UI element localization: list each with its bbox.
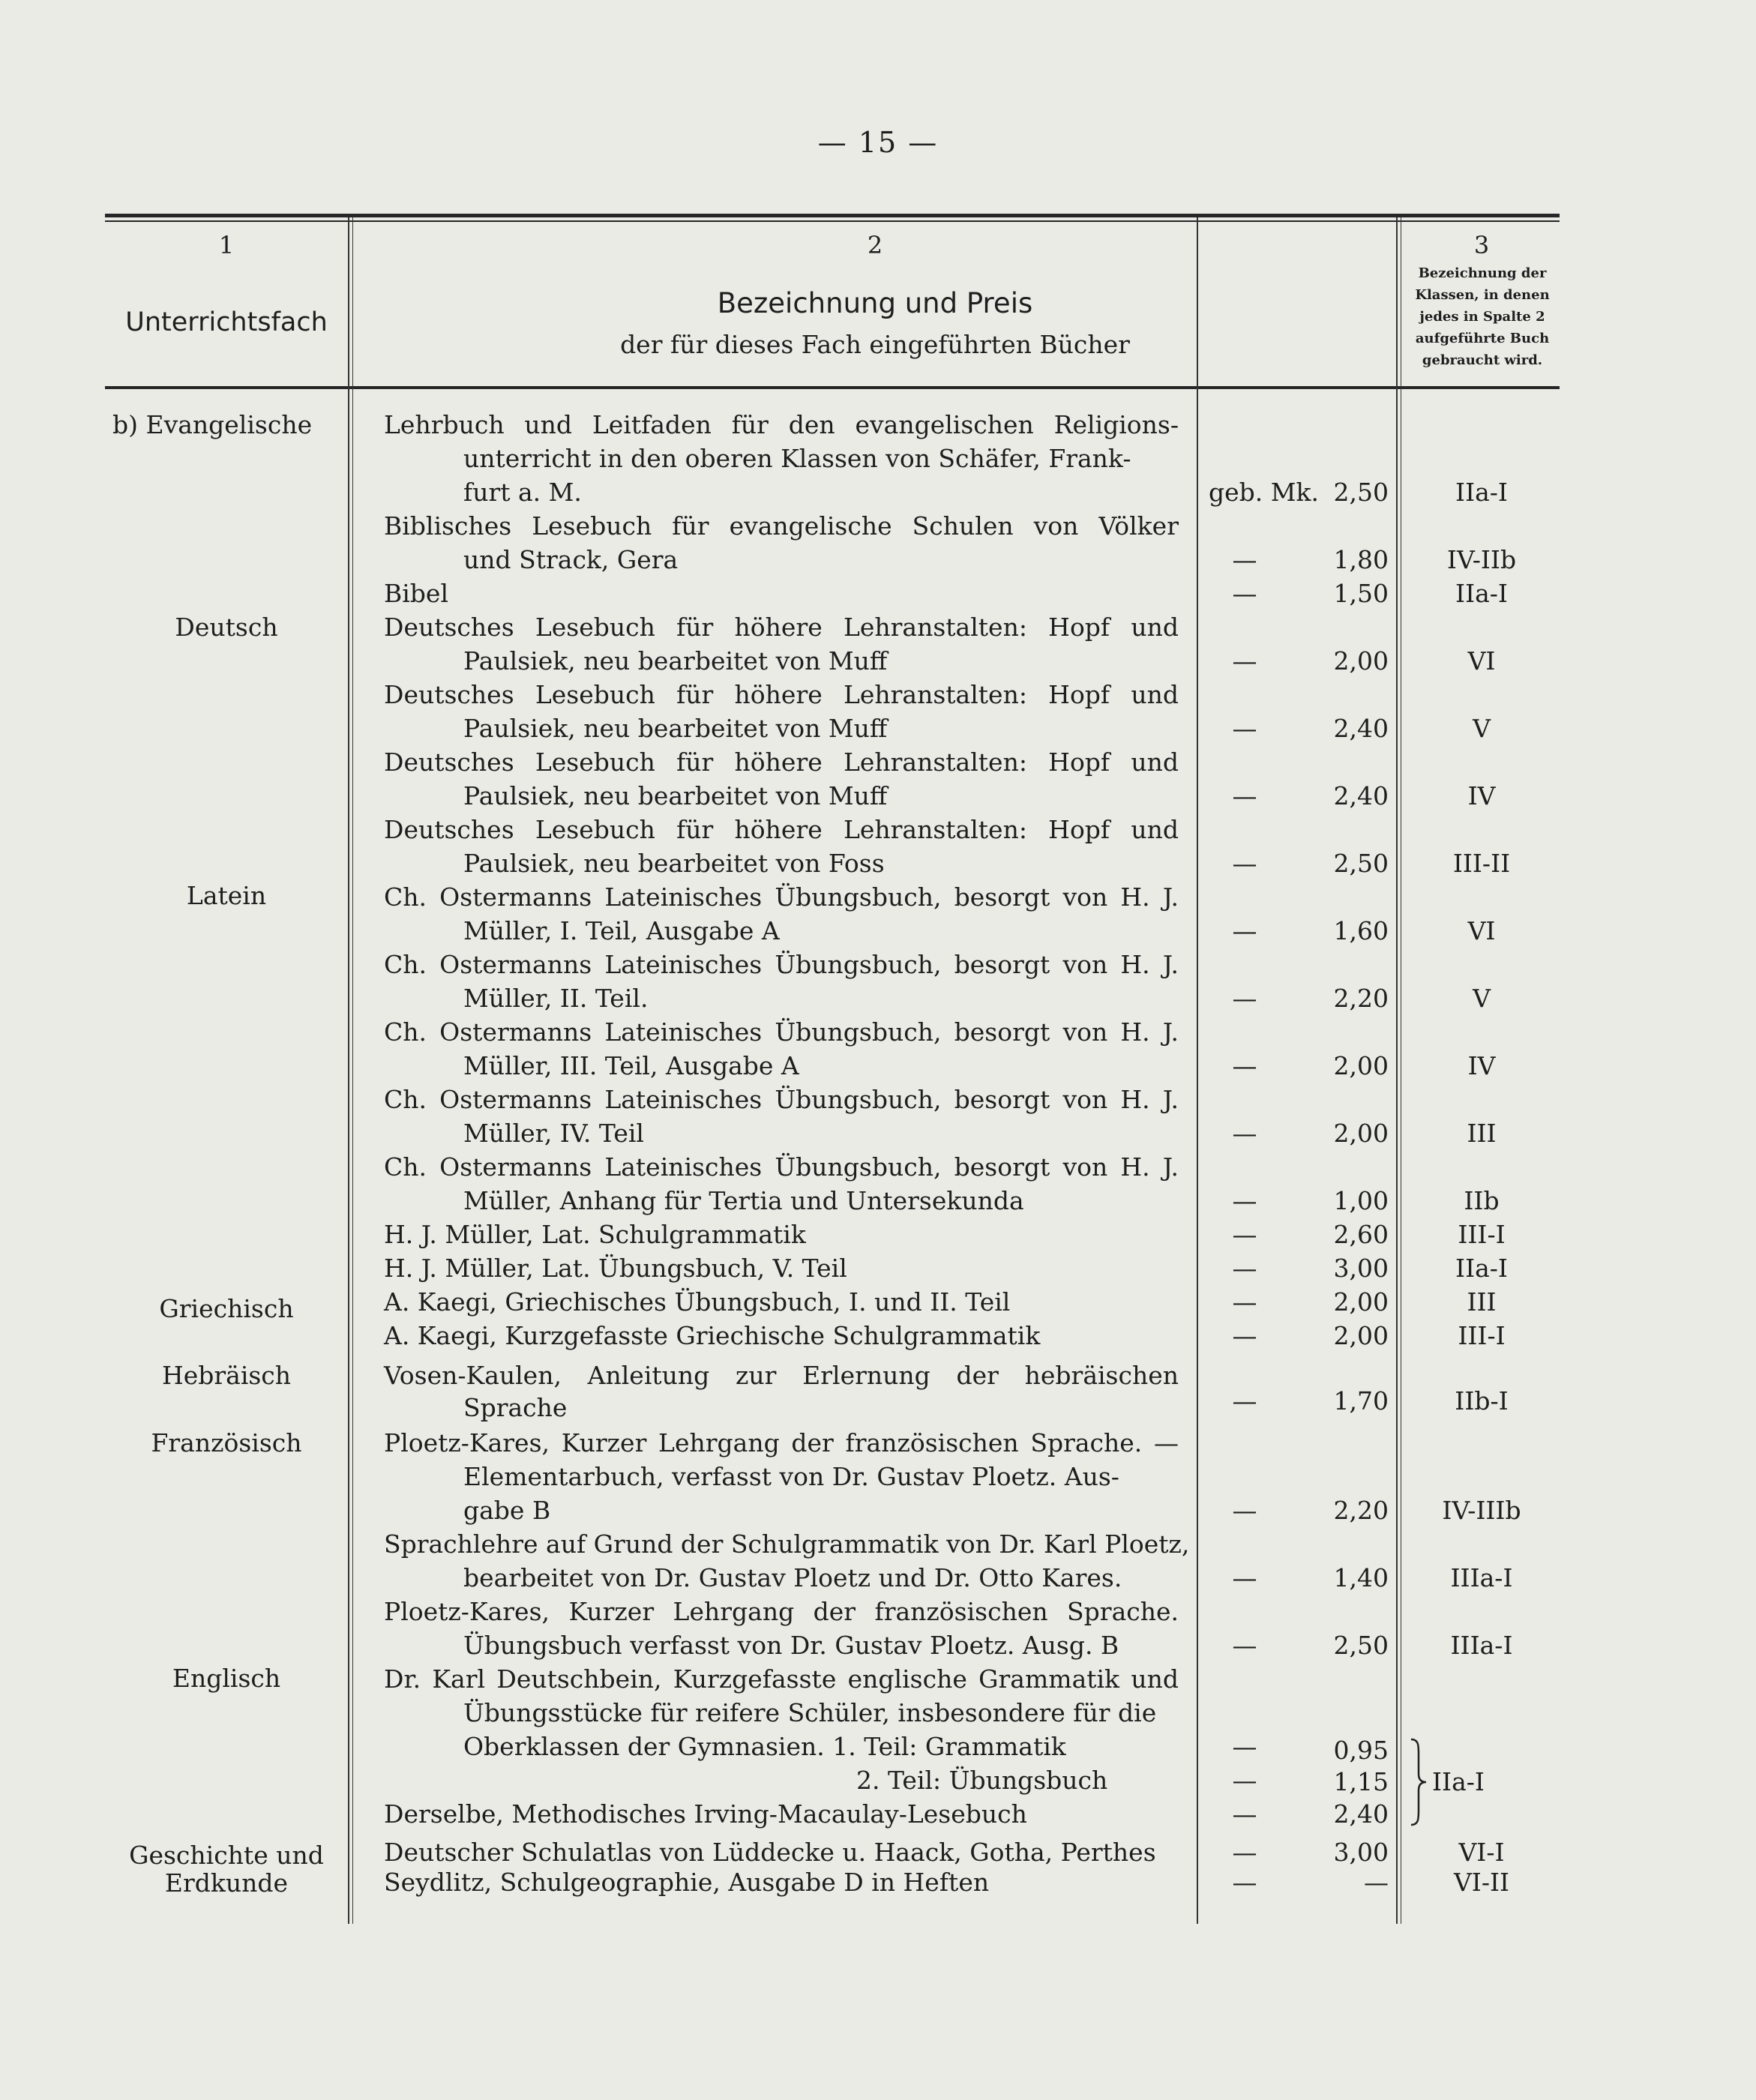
- class-range: III: [1467, 1119, 1497, 1148]
- book-title: Deutsches Lesebuch für höhere Lehranstalten: Hopf und: [384, 680, 1179, 709]
- book-title-cont: und Strack, Gera: [463, 545, 679, 574]
- book-title-cont: Sprache: [463, 1393, 568, 1422]
- book-title: Sprachlehre auf Grund der Schulgrammatik von Dr. Karl Ploetz,: [384, 1529, 1190, 1559]
- book-title: Dr. Karl Deutschbein, Kurzgefasste englische Grammatik und: [384, 1664, 1179, 1694]
- price-dash: —: [1232, 1631, 1257, 1660]
- book-title: Seydlitz, Schulgeographie, Ausgabe D in Heften: [384, 1868, 990, 1897]
- class-range: V: [1473, 714, 1491, 743]
- price-dash: —: [1232, 1386, 1257, 1415]
- column-header-subject: [105, 225, 348, 382]
- price: 1,60: [1333, 916, 1389, 945]
- class-range: IIa-I: [1455, 1254, 1508, 1283]
- class-range: III-II: [1452, 849, 1511, 878]
- page-number: — 15 —: [817, 126, 939, 159]
- column-description-line: aufgeführte Buch: [1415, 331, 1550, 346]
- book-title: Ch. Ostermanns Lateinisches Übungsbuch, besorgt von H. J.: [384, 1085, 1179, 1114]
- price-dash: —: [1232, 1732, 1257, 1761]
- price-dash: —: [1232, 1868, 1257, 1897]
- price: 2,20: [1333, 1496, 1389, 1525]
- book-title-cont: gabe B: [463, 1496, 551, 1525]
- column-description-line: Bezeichnung der: [1418, 265, 1547, 281]
- top-rule-thin: [105, 220, 1560, 222]
- book-title-cont: Übungsbuch verfasst von Dr. Gustav Ploetz. Ausg. B: [463, 1631, 1119, 1660]
- price-dash: —: [1232, 545, 1257, 574]
- book-title: Deutsches Lesebuch für höhere Lehranstalten: Hopf und: [384, 815, 1179, 844]
- price-dash: —: [1232, 1496, 1257, 1525]
- column-number: 1: [218, 231, 235, 259]
- book-title: Derselbe, Methodisches Irving-Macaulay-Lesebuch: [384, 1799, 1027, 1829]
- price-dash: —: [1232, 1838, 1257, 1867]
- price: 2,50: [1333, 478, 1389, 507]
- price-dash: —: [1232, 1254, 1257, 1283]
- book-title-cont: Paulsiek, neu bearbeitet von Muff: [463, 646, 888, 676]
- price-dash: —: [1232, 646, 1257, 676]
- book-title-cont: Paulsiek, neu bearbeitet von Foss: [463, 849, 885, 878]
- price-dash: —: [1232, 781, 1257, 810]
- price: —: [1364, 1868, 1389, 1897]
- subject-label: Erdkunde: [164, 1868, 289, 1898]
- subject-label: Hebräisch: [161, 1361, 292, 1390]
- price: 3,00: [1333, 1254, 1389, 1283]
- book-title-cont: Elementarbuch, verfasst von Dr. Gustav Ploetz. Aus-: [463, 1462, 1119, 1491]
- book-title-cont: Paulsiek, neu bearbeitet von Muff: [463, 714, 888, 743]
- book-title: Ch. Ostermanns Lateinisches Übungsbuch, besorgt von H. J.: [384, 882, 1179, 912]
- book-title-cont: Paulsiek, neu bearbeitet von Muff: [463, 781, 888, 810]
- book-title-cont: 2. Teil: Übungsbuch: [856, 1766, 1108, 1795]
- class-range: IIa-I: [1455, 478, 1508, 507]
- price: 2,50: [1333, 849, 1389, 878]
- book-title-cont: Müller, II. Teil.: [463, 984, 649, 1013]
- binding-label: geb. Mk.: [1209, 478, 1320, 507]
- column-header-classes: [1402, 225, 1561, 386]
- price-dash: —: [1232, 916, 1257, 945]
- class-range: VI: [1467, 916, 1496, 945]
- book-title: Ch. Ostermanns Lateinisches Übungsbuch, besorgt von H. J.: [384, 950, 1179, 979]
- price-dash: —: [1232, 714, 1257, 743]
- column-title: Unterrichtsfach: [125, 307, 328, 337]
- subject-label: Französisch: [151, 1428, 302, 1457]
- book-title: A. Kaegi, Griechisches Übungsbuch, I. und II. Teil: [384, 1287, 1011, 1317]
- column-number: 2: [867, 231, 883, 259]
- price: 2,00: [1333, 1051, 1389, 1080]
- book-title-cont: Oberklassen der Gymnasien. 1. Teil: Grammatik: [463, 1732, 1066, 1761]
- column-divider: [1396, 217, 1398, 1924]
- book-title-cont: Übungsstücke für reifere Schüler, insbesondere für die: [463, 1698, 1157, 1727]
- subject-label: Latein: [186, 881, 267, 910]
- book-title: Ch. Ostermanns Lateinisches Übungsbuch, besorgt von H. J.: [384, 1152, 1179, 1182]
- price: 2,40: [1333, 714, 1389, 743]
- book-title: Ploetz-Kares, Kurzer Lehrgang der französischen Sprache.: [384, 1597, 1179, 1626]
- class-range: IV-IIIb: [1442, 1496, 1521, 1525]
- book-title-cont: Müller, III. Teil, Ausgabe A: [463, 1051, 799, 1080]
- class-range: VI-I: [1458, 1838, 1505, 1867]
- price: 1,50: [1333, 579, 1389, 608]
- price: 2,00: [1333, 1287, 1389, 1317]
- book-title-cont: Müller, IV. Teil: [463, 1119, 644, 1148]
- class-range: IV-IIb: [1446, 545, 1517, 574]
- header-rule: [105, 386, 1560, 389]
- book-title: Vosen-Kaulen, Anleitung zur Erlernung der hebräischen: [384, 1361, 1179, 1390]
- class-range: IIa-I: [1432, 1767, 1485, 1796]
- price: 2,20: [1333, 984, 1389, 1013]
- price-dash: —: [1232, 1563, 1257, 1592]
- price-dash: —: [1232, 579, 1257, 608]
- price: 1,80: [1333, 545, 1389, 574]
- book-title: H. J. Müller, Lat. Schulgrammatik: [384, 1220, 806, 1249]
- book-title-cont: bearbeitet von Dr. Gustav Ploetz und Dr. Otto Kares.: [463, 1563, 1122, 1592]
- book-title: H. J. Müller, Lat. Übungsbuch, V. Teil: [384, 1254, 847, 1283]
- book-title: Biblisches Lesebuch für evangelische Schulen von Völker: [384, 511, 1179, 541]
- price: 1,70: [1333, 1386, 1389, 1415]
- column-header-books: [354, 225, 1396, 382]
- class-range: IIa-I: [1455, 579, 1508, 608]
- price: 2,50: [1333, 1631, 1389, 1660]
- column-description-line: jedes in Spalte 2: [1419, 309, 1545, 325]
- subject-label: Geschichte und: [129, 1841, 324, 1870]
- column-subtitle: der für dieses Fach eingeführten Bücher: [620, 330, 1130, 359]
- price: 1,00: [1333, 1186, 1389, 1215]
- book-title-cont: unterricht in den oberen Klassen von Schäfer, Frank-: [463, 444, 1131, 473]
- price-dash: —: [1232, 1287, 1257, 1317]
- price-dash: —: [1232, 1119, 1257, 1148]
- price-dash: —: [1232, 1799, 1257, 1829]
- subject-label: Englisch: [172, 1664, 281, 1693]
- price-dash: —: [1232, 1051, 1257, 1080]
- book-title-cont: Müller, Anhang für Tertia und Untersekunda: [463, 1186, 1024, 1215]
- price: 1,40: [1333, 1563, 1389, 1592]
- price: 2,40: [1333, 781, 1389, 810]
- price-dash: —: [1232, 1186, 1257, 1215]
- class-range: IIIa-I: [1450, 1631, 1513, 1660]
- subject-label: b) Evangelische: [112, 410, 313, 439]
- price: 2,00: [1333, 646, 1389, 676]
- class-range: IIb-I: [1455, 1386, 1509, 1415]
- price-dash: —: [1232, 1766, 1257, 1795]
- book-title-cont: furt a. M.: [463, 478, 582, 507]
- price-divider: [1197, 217, 1198, 1924]
- book-title: Ch. Ostermanns Lateinisches Übungsbuch, besorgt von H. J.: [384, 1017, 1179, 1047]
- price-dash: —: [1232, 1220, 1257, 1249]
- subject-label: Griechisch: [159, 1294, 294, 1323]
- subject-label: Deutsch: [175, 613, 278, 642]
- price: 2,00: [1333, 1321, 1389, 1350]
- column-description-line: Klassen, in denen: [1415, 287, 1550, 303]
- book-title: A. Kaegi, Kurzgefasste Griechische Schulgrammatik: [384, 1321, 1041, 1350]
- price-dash: —: [1232, 984, 1257, 1013]
- class-range: IIb: [1464, 1186, 1500, 1215]
- price: 2,60: [1333, 1220, 1389, 1249]
- class-range: IV: [1467, 781, 1496, 810]
- class-range: V: [1473, 984, 1491, 1013]
- column-divider: [352, 217, 353, 1924]
- book-title: Deutsches Lesebuch für höhere Lehranstalten: Hopf und: [384, 613, 1179, 642]
- price: 2,00: [1333, 1119, 1389, 1148]
- column-divider: [348, 217, 349, 1924]
- price-dash: —: [1232, 1321, 1257, 1350]
- price-dash: —: [1232, 849, 1257, 878]
- class-range: III-I: [1458, 1321, 1506, 1350]
- class-range: IV: [1467, 1051, 1496, 1080]
- curly-brace-icon: [1408, 1738, 1428, 1826]
- column-description-line: gebraucht wird.: [1422, 352, 1543, 368]
- book-title: Deutsches Lesebuch für höhere Lehranstalten: Hopf und: [384, 747, 1179, 777]
- class-range: VI-II: [1453, 1868, 1510, 1897]
- price: 0,95: [1333, 1736, 1389, 1765]
- book-title: Bibel: [384, 579, 449, 608]
- column-description: [1407, 262, 1558, 371]
- column-number: 3: [1473, 231, 1490, 259]
- price: 3,00: [1333, 1838, 1389, 1867]
- top-rule: [105, 214, 1560, 217]
- class-range: IIIa-I: [1450, 1563, 1513, 1592]
- column-title: Bezeichnung und Preis: [717, 287, 1033, 319]
- class-range: III: [1467, 1287, 1497, 1317]
- book-title: Deutscher Schulatlas von Lüddecke u. Haack, Gotha, Perthes: [384, 1838, 1156, 1867]
- price: 2,40: [1333, 1799, 1389, 1829]
- book-title: Lehrbuch und Leitfaden für den evangelischen Religions-: [384, 410, 1179, 439]
- class-range: III-I: [1458, 1220, 1506, 1249]
- class-range: VI: [1467, 646, 1496, 676]
- book-title-cont: Müller, I. Teil, Ausgabe A: [463, 916, 780, 945]
- book-title: Ploetz-Kares, Kurzer Lehrgang der französischen Sprache. —: [384, 1428, 1179, 1457]
- price: 1,15: [1333, 1767, 1389, 1796]
